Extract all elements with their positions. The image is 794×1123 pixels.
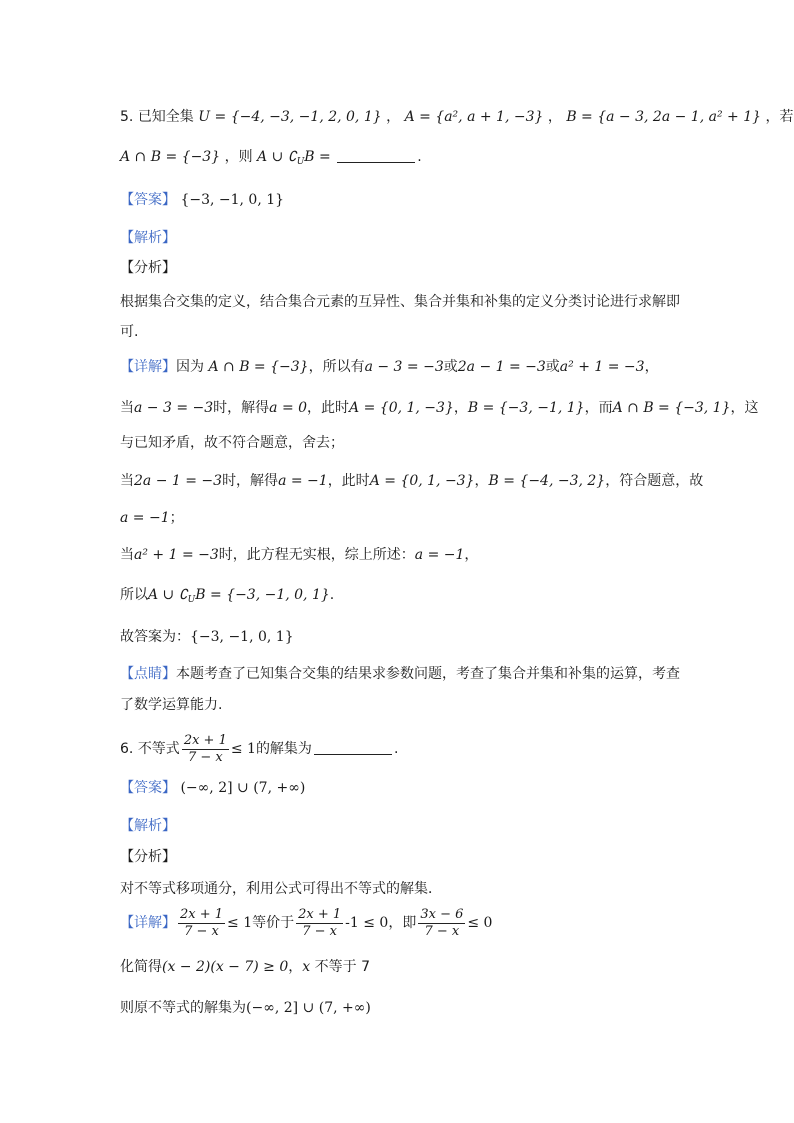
q5-stem-line-1: 5. 已知全集 U = {−4, −3, −1, 2, 0, 1} ， A = {a², a + 1, −3} ， B = {a − 3, 2a − 1, a² + 1} ，若	[120, 109, 794, 125]
q6-fenxi-line	[120, 847, 176, 867]
q6-detail-line: 【详解】 $\frac{2x + 1}{7 - x}$ ≤ 1等价于 $\frac{2x + 1}{7 - x}$ -1 ≤ 0，即 $\frac{3x - 6}{7 - x}$ ≤ 0	[120, 906, 493, 939]
q5-case-2-line-2: a = −1；	[120, 510, 184, 526]
q5-ze: ，则	[224, 149, 253, 165]
q5-stem-line-2	[120, 147, 422, 167]
q5-case-1-line-2: 与已知矛盾，故不符合题意，舍去；	[120, 435, 344, 451]
q6-stem-fraction: $\frac{2x + 1}{7 - x}$	[183, 732, 227, 765]
q5-dianjing-line-2: 了数学运算能力.	[120, 697, 223, 713]
q5-answer: {−3, −1, 0, 1}	[180, 192, 285, 208]
q5-fenxi-text-1: 根据集合交集的定义，结合集合元素的互异性、集合并集和补集的定义分类讨论进行求解即	[120, 294, 680, 310]
q5-stem-text: 已知全集	[137, 109, 194, 125]
q5-fenxi-text-2: 可.	[120, 324, 139, 340]
q6-answer: (−∞, 2] ∪ (7, +∞)	[180, 780, 306, 796]
q5-case-3-line: 当a² + 1 = −3时，此方程无实根，综上所述：a = −1，	[120, 547, 479, 563]
q5-set-a: A = {a², a + 1, −3}	[404, 109, 544, 125]
q5-jiexi-tag: 【解析】	[120, 230, 176, 246]
q5-jiexi-line	[120, 228, 176, 248]
q5-expression: A ∪ $∁_UB$ =	[257, 149, 331, 167]
q6-stem-line: 6. 不等式 $\frac{2x + 1}{7 - x}$ ≤ 1的解集为 .	[120, 732, 399, 765]
q5-case-1-line-1: 当a − 3 = −3时，解得a = 0，此时A = {0, 1, −3}，B = {−3, −1, 1}，而A ∩ B = {−3, 1}，这	[120, 400, 759, 416]
q5-answer-line	[120, 190, 284, 210]
q6-result-line: 则原不等式的解集为(−∞, 2] ∪ (7, +∞)	[120, 1000, 371, 1016]
q6-answer-tag: 【答案】	[120, 780, 176, 796]
q5-set-b: B = {a − 3, 2a − 1, a² + 1}	[566, 109, 762, 125]
q6-jiexi-line	[120, 816, 176, 836]
q5-universal-set: U = {−4, −3, −1, 2, 0, 1}	[198, 109, 382, 125]
q5-period: .	[417, 149, 422, 165]
q5-answer-tag: 【答案】	[120, 192, 176, 208]
q6-jiexi-tag: 【解析】	[120, 818, 176, 834]
q5-ruo: ，若	[765, 109, 794, 125]
q5-condition: A ∩ B = {−3}	[120, 149, 221, 165]
q6-answer-blank	[314, 740, 392, 755]
q5-answer-blank	[337, 148, 415, 163]
q5-xiangjie-tag: 【详解】	[120, 359, 176, 375]
q6-fenxi-text: 对不等式移项通分，利用公式可得出不等式的解集．	[120, 881, 442, 897]
q6-answer-line	[120, 778, 305, 798]
q5-dianjing-tag: 【点睛】	[120, 666, 176, 682]
q5-fenxi-tag: 【分析】	[120, 260, 176, 276]
q6-xiangjie-tag: 【详解】	[120, 915, 176, 931]
q5-dianjing-line-1: 【点睛】本题考查了已知集合交集的结果求参数问题，考查了集合并集和补集的运算，考查	[120, 666, 680, 682]
q6-simplify-line: 化简得(x − 2)(x − 7) ≥ 0，x 不等于 7	[120, 959, 370, 975]
q5-result-line: 所以A ∪ $∁_UB = \{-3$, −1, 0, 1}.	[120, 587, 335, 605]
q6-number: 6.	[120, 741, 134, 757]
q5-case-2-line-1: 当2a − 1 = −3时，解得a = −1，此时A = {0, 1, −3}，B = {−4, −3, 2}，符合题意，故	[120, 473, 704, 489]
q5-detail-line-1: 【详解】因为 A ∩ B = {−3}，所以有a − 3 = −3或2a − 1 = −3或a² + 1 = −3，	[120, 359, 659, 375]
q6-fenxi-tag: 【分析】	[120, 849, 176, 865]
q5-fenxi-line	[120, 258, 176, 278]
q5-final-line: 故答案为：{−3, −1, 0, 1}	[120, 629, 294, 645]
q5-number: 5.	[120, 109, 134, 125]
